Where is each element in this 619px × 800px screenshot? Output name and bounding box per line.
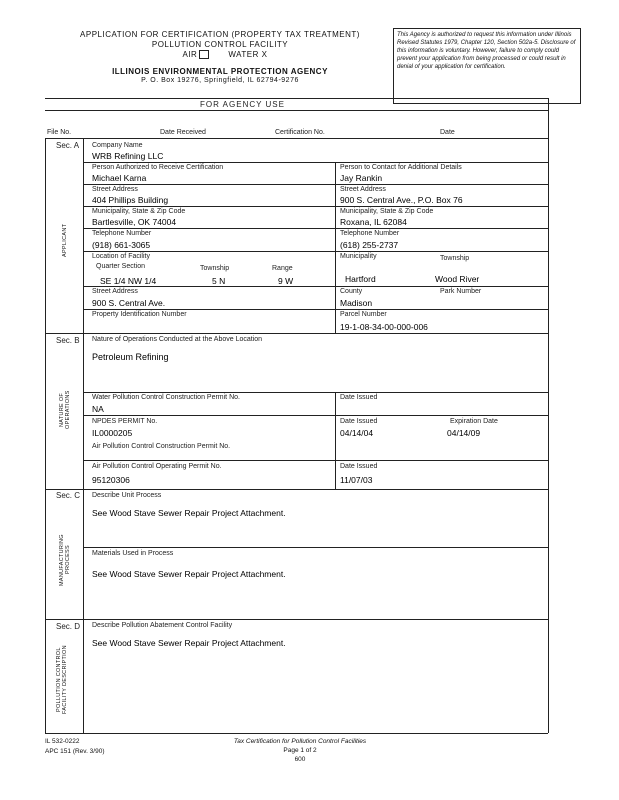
air-oper-value[interactable]: 95120306 [92,475,130,485]
process-value[interactable]: See Wood Stave Sewer Repair Project Attachment. [92,508,286,518]
street-value-3[interactable]: 900 S. Central Ave. [92,298,166,308]
contact-person-label: Person to Contact for Additional Details [340,164,462,171]
township-value[interactable]: 5 N [212,276,226,286]
quarter-label: Quarter Section [96,263,146,270]
process-label: Describe Unit Process [92,492,162,499]
privacy-notice: This Agency is authorized to request this information under Illinois Revised Statutes 1979, Chapter 120, Section 502a-5. Disclosure of this information is voluntary. However, failure to comply could prevent your application from being processed or could result in denial of your application for certification. [393,28,581,104]
npdes-label: NPDES PERMIT No. [92,418,158,425]
expiration-label: Expiration Date [450,418,498,425]
date-issued-3-label: Date Issued [340,463,378,470]
pin-label: Property Identification Number [92,311,187,318]
sec-d-side-label: POLLUTION CONTROL FACILITY DESCRIPTION [56,645,68,715]
npdes-value[interactable]: IL0000205 [92,428,133,438]
township2-value[interactable]: Wood River [435,274,480,284]
city-label-2: Municipality, State & Zip Code [340,208,434,215]
street-label-2: Street Address [340,186,386,193]
sec-c-side-label: MANUFACTURING PROCESS [59,534,71,586]
street-value-1[interactable]: 404 Phillips Building [92,195,169,205]
authorized-person-value[interactable]: Michael Karna [92,173,147,183]
facility-value[interactable]: See Wood Stave Sewer Repair Project Attachment. [92,638,286,648]
materials-label: Materials Used in Process [92,550,174,557]
agency-address: P. O. Box 19276, Springfield, IL 62794-9276 [141,77,299,84]
air-oper-date-value[interactable]: 11/07/03 [340,475,373,485]
city-value-2[interactable]: Roxana, IL 62084 [340,217,407,227]
nature-label: Nature of Operations Conducted at the Above Location [92,336,263,343]
form-number: IL 532-0222 [45,738,80,745]
facility-label: Describe Pollution Abatement Control Facility [92,622,233,629]
materials-value[interactable]: See Wood Stave Sewer Repair Project Attachment. [92,569,286,579]
phone-label-2: Telephone Number [340,230,400,237]
park-number-label: Park Number [440,288,482,295]
npdes-date-value[interactable]: 04/14/04 [340,428,374,438]
form-subtitle: POLLUTION CONTROL FACILITY [151,40,289,49]
water-label: WATER [228,50,259,59]
street-label-3: Street Address [92,288,138,295]
date-issued-1-label: Date Issued [340,394,378,401]
air-checkbox[interactable] [199,50,209,59]
township-label: Township [200,265,230,272]
phone-label-1: Telephone Number [92,230,152,237]
range-label: Range [272,265,293,272]
contact-person-value[interactable]: Jay Rankin [340,173,383,183]
parcel-value[interactable]: 19-1-08-34-00-000-006 [340,322,428,332]
date-received-label: Date Received [160,129,206,136]
air-constr-label: Air Pollution Control Construction Permit No. [92,443,231,450]
water-constr-value[interactable]: NA [92,404,104,414]
water-checkbox-mark[interactable]: X [261,50,268,59]
page-number: Page 1 of 2 [283,747,317,754]
expiration-value[interactable]: 04/14/09 [447,428,481,438]
air-label: AIR [182,50,198,59]
township2-label: Township [440,255,470,262]
date-label: Date [440,129,455,136]
agency-name: ILLINOIS ENVIRONMENTAL PROTECTION AGENCY [112,67,328,76]
nature-value[interactable]: Petroleum Refining [92,352,169,362]
city-value-1[interactable]: Bartlesville, OK 74004 [92,217,177,227]
sec-b-side-label: NATURE OF OPERATIONS [59,390,71,430]
date-issued-2-label: Date Issued [340,418,378,425]
water-constr-label: Water Pollution Control Construction Permit No. [92,394,240,401]
sec-b-label: Sec. B [56,336,80,345]
file-no-label: File No. [47,129,72,136]
street-value-2[interactable]: 900 S. Central Ave., P.O. Box 76 [340,195,463,205]
city-label-1: Municipality, State & Zip Code [92,208,186,215]
certification-no-label: Certification No. [275,129,325,136]
phone-value-2[interactable]: (618) 255-2737 [340,240,399,250]
sec-a-side-label: APPLICANT [62,223,68,257]
apc-number: APC 151 (Rev. 3/90) [45,748,105,755]
for-agency-use: FOR AGENCY USE [200,100,285,109]
parcel-label: Parcel Number [340,311,387,318]
county-value[interactable]: Madison [340,298,373,308]
quarter-value[interactable]: SE 1/4 NW 1/4 [100,276,157,286]
range-value[interactable]: 9 W [278,276,294,286]
company-name-value[interactable]: WRB Refining LLC [92,151,164,161]
authorized-person-label: Person Authorized to Receive Certification [92,164,224,171]
sec-a-label: Sec. A [56,141,80,150]
location-label: Location of Facility [92,253,150,260]
air-oper-label: Air Pollution Control Operating Permit No. [92,463,222,470]
municipality-value[interactable]: Hartford [345,274,376,284]
phone-value-1[interactable]: (918) 661-3065 [92,240,151,250]
county-label: County [340,288,363,295]
street-label-1: Street Address [92,186,138,193]
sec-c-label: Sec. C [56,491,81,500]
sec-d-label: Sec. D [56,622,81,631]
footer-title: Tax Certification for Pollution Control Facilities [233,738,367,745]
municipality-label: Municipality [340,253,377,260]
company-name-label: Company Name [92,142,143,149]
form-title: APPLICATION FOR CERTIFICATION (PROPERTY TAX TREATMENT) [80,30,360,39]
footer-code: 600 [294,756,306,763]
